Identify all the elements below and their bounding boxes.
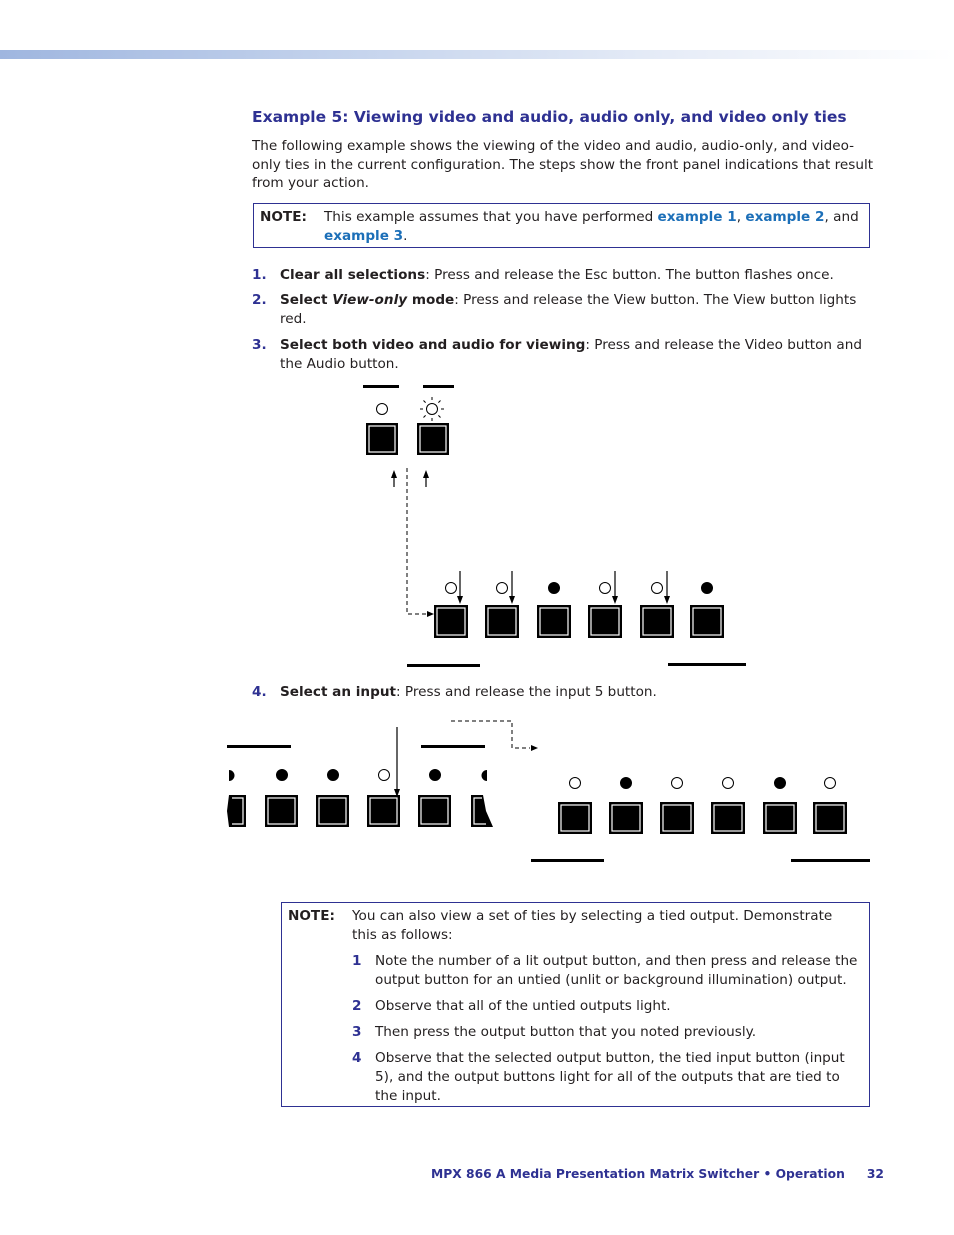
- note-body: This example assumes that you have performed example 1, example 2, and example 3.: [324, 209, 859, 244]
- panel-button: [316, 795, 349, 827]
- note-box-view-ties: [281, 902, 870, 1107]
- led-indicator: [482, 770, 488, 781]
- panel-button: [434, 605, 468, 638]
- intro-paragraph: The following example shows the viewing of the video and audio, audio-only, and video-only ties in the current configuration. The steps show the front panel indications that result from your action.: [252, 138, 874, 192]
- note-list-item: 4 Observe that the selected output button, the tied input button (input 5), and the output buttons light for all of the outputs that are tied to the input.: [352, 1050, 845, 1104]
- page-number: 32: [866, 1167, 884, 1181]
- panel-button: [367, 795, 400, 827]
- label-bar: [363, 385, 399, 388]
- led-indicator: [600, 583, 611, 594]
- arrow-down-icon: [509, 596, 515, 604]
- panel-button: [418, 795, 451, 827]
- arrow-down-icon: [457, 596, 463, 604]
- led-indicator: [549, 583, 560, 594]
- step-4: 4. Select an input: Press and release the input 5 button.: [252, 684, 657, 700]
- led-indicator: [672, 778, 683, 789]
- led-indicator: [702, 583, 713, 594]
- label-bar: [227, 745, 291, 748]
- note-label: NOTE:: [260, 209, 307, 225]
- note-list-item: 3 Then press the output button that you noted previously.: [352, 1024, 757, 1040]
- panel-button: [265, 795, 298, 827]
- note-list-item: 2 Observe that all of the untied outputs light.: [352, 998, 671, 1014]
- panel-button: [471, 795, 493, 827]
- arrow-right-icon: [427, 611, 434, 617]
- led-indicator: [825, 778, 836, 789]
- panel-button: [711, 802, 745, 834]
- led-indicator: [277, 770, 288, 781]
- video-button: [367, 424, 398, 455]
- step-number: 1.: [252, 267, 267, 283]
- led-indicator: [652, 583, 663, 594]
- led-flashing-icon: [420, 397, 444, 421]
- panel-button: [227, 795, 246, 827]
- led-indicator: [775, 778, 786, 789]
- led-indicator: [723, 778, 734, 789]
- note-box-prerequisites: [253, 203, 870, 248]
- label-bar: [407, 664, 480, 667]
- link-example-1[interactable]: example 1: [657, 209, 737, 225]
- note-label: NOTE:: [288, 908, 335, 924]
- led-indicator: [229, 770, 235, 781]
- audio-button: [418, 424, 449, 455]
- panel-button: [609, 802, 643, 834]
- step-2: 2. Select View-only mode: Press and release the View button. The View button lights red.: [252, 292, 857, 327]
- panel-button: [588, 605, 622, 638]
- note-body: You can also view a set of ties by selecting a tied output. Demonstrate this as follows: 1 Note the number of a lit output button, and then press and release the output button for an untied (unlit or background illumination) output. 2 Observe that all of the untied outputs light. 3 Then press the output button that you noted previously. 4 Observe that the selected output button, the tied input button (input 5), and the output buttons light for all of the outputs that are tied to the input.: [352, 907, 861, 1106]
- panel-button: [558, 802, 592, 834]
- label-bar: [668, 663, 746, 666]
- arrow-up-icon: [423, 470, 429, 478]
- panel-button: [640, 605, 674, 638]
- note-list-item: 1 Note the number of a lit output button, and then press and release the output button for an untied (unlit or background illumination) output.: [352, 953, 858, 988]
- led-indicator: [430, 770, 441, 781]
- label-bar: [791, 859, 870, 862]
- led-indicator: [328, 770, 339, 781]
- led-indicator: [446, 583, 457, 594]
- led-indicator: [379, 770, 390, 781]
- led-indicator: [570, 778, 581, 789]
- arrow-down-icon: [664, 596, 670, 604]
- panel-button: [485, 605, 519, 638]
- label-bar: [531, 859, 604, 862]
- step-number: 4.: [252, 684, 267, 700]
- arrow-right-icon: [531, 745, 538, 751]
- label-bar: [423, 385, 454, 388]
- section-heading: Example 5: Viewing video and audio, audio only, and video only ties: [252, 108, 847, 126]
- led-indicator: [377, 404, 388, 415]
- step-number: 2.: [252, 292, 267, 308]
- step-1: 1. Clear all selections: Press and release the Esc button. The button flashes once.: [252, 267, 834, 283]
- step-number: 3.: [252, 337, 267, 353]
- led-indicator: [621, 778, 632, 789]
- panel-button: [537, 605, 571, 638]
- link-example-2[interactable]: example 2: [745, 209, 825, 225]
- arrow-down-icon: [394, 789, 400, 797]
- panel-button: [660, 802, 694, 834]
- page-footer: [431, 1167, 884, 1181]
- header-gradient-bar: [0, 50, 954, 59]
- panel-button: [690, 605, 724, 638]
- label-bar: [421, 745, 485, 748]
- led-indicator: [497, 583, 508, 594]
- arrow-down-icon: [612, 596, 618, 604]
- arrow-up-icon: [391, 470, 397, 478]
- panel-button: [763, 802, 797, 834]
- panel-button: [813, 802, 847, 834]
- link-example-3[interactable]: example 3: [324, 228, 404, 244]
- step-3: 3. Select both video and audio for viewing: Press and release the Video button and the Audio button.: [252, 337, 862, 372]
- footer-title: MPX 866 A Media Presentation Matrix Switcher • Operation: [431, 1167, 845, 1181]
